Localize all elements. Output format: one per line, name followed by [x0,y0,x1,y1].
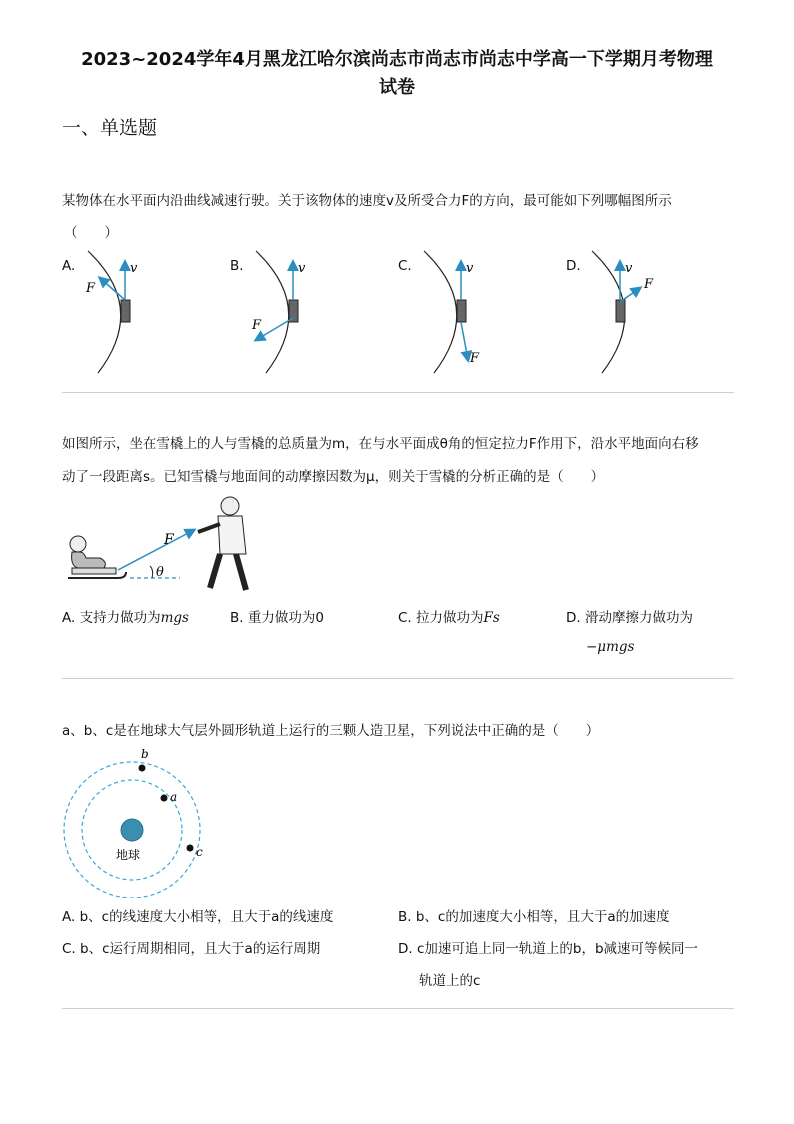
q2-option-d[interactable] [566,606,693,626]
force-arrow [461,322,468,360]
object-block [457,300,466,322]
q1-figure-b [246,248,326,378]
f-label: F [86,281,96,296]
q2-option-a[interactable] [62,606,189,626]
curve-path [88,251,121,373]
option-label: A. [62,610,76,626]
f-label: F [644,277,654,292]
object-block [616,300,625,322]
q3-option-c[interactable] [62,937,320,957]
earth-label: 地球 [116,848,141,862]
option-label: C. [398,610,412,626]
option-text: 滑动摩擦力做功为 [584,610,693,626]
q1-option-d-label[interactable]: D. [566,258,581,274]
q1-option-a-label[interactable]: A. [62,258,76,274]
f-label: F [252,318,262,333]
option-math: mgs [160,610,189,626]
divider [62,1008,734,1009]
child-body [72,552,106,568]
option-label: B. [230,610,244,626]
puller-coat [218,516,246,554]
q2-option-c[interactable] [398,606,500,626]
q2-stem-line-1: 如图所示，坐在雪橇上的人与雪橇的总质量为m，在与水平面成θ角的恒定拉力F作用下，沿水平地面向右移 [62,436,699,452]
title-line-1: 2023~2024学年4月黑龙江哈尔滨尚志市尚志市尚志中学高一下学期月考物理 [81,49,713,70]
force-arrow [118,530,194,570]
object-block [121,300,130,322]
section-heading: 一、单选题 [62,117,158,139]
q3-stem: a、b、c是在地球大气层外圆形轨道上运行的三颗人造卫星，下列说法中正确的是（ ） [62,723,600,739]
satellite-b-label: b [141,748,149,761]
page-title [40,46,754,102]
angle-arc [150,566,153,578]
option-label: C. [62,941,76,957]
option-text: b、c的加速度大小相等，且大于a的加速度 [415,909,670,925]
q3-option-a[interactable] [62,905,333,925]
option-text: 支持力做功为 [79,610,161,626]
q1-stem: 某物体在水平面内沿曲线减速行驶。关于该物体的速度v及所受合力F的方向，最可能如下列哪幅图所示 [62,193,672,209]
q2-option-b[interactable] [230,606,324,626]
option-text: c加速可追上同一轨道上的b，b减速可等候同一 [416,941,699,957]
v-label: v [130,261,138,276]
option-text: 重力做功为0 [247,610,324,626]
f-label: F [470,351,480,366]
q1-figure-c [414,248,494,378]
q1-figure-a [78,248,158,378]
puller-legs [210,554,246,590]
option-label: B. [398,909,412,925]
satellite-b [139,765,146,772]
satellite-c-label: c [196,845,203,859]
v-label: v [466,261,474,276]
force-arrow [620,288,640,302]
q2-sled-figure [60,492,260,602]
q1-figure-d [582,248,662,378]
curve-path [424,251,457,373]
v-label: v [298,261,306,276]
satellite-a-label: a [170,790,178,804]
v-label: v [625,261,633,276]
earth-icon [121,819,143,841]
sled-seat [72,568,116,574]
force-label: F [164,532,174,548]
angle-label: θ [156,565,164,580]
puller-head [221,497,239,515]
q1-option-c-label[interactable]: C. [398,258,412,274]
q2-stem-line-2: 动了一段距离s。已知雪橇与地面间的动摩擦因数为μ，则关于雪橇的分析正确的是（ ） [62,469,605,485]
option-label: A. [62,909,76,925]
divider [62,678,734,679]
option-math: Fs [483,610,500,626]
title-line-2: 试卷 [379,77,415,98]
option-label: D. [566,610,581,626]
option-text: 拉力做功为 [416,610,484,626]
object-block [289,300,298,322]
q3-orbit-figure [62,748,212,898]
q3-option-d-continued: 轨道上的c [419,973,481,989]
option-label: D. [398,941,413,957]
satellite-a [161,795,168,802]
child-head [70,536,86,552]
q1-option-b-label[interactable]: B. [230,258,244,274]
q2-option-d-math: −μmgs [586,639,635,655]
curve-path [256,251,289,373]
q3-option-b[interactable] [398,905,670,925]
divider [62,392,734,393]
q3-option-d[interactable] [398,937,698,957]
puller-arm [198,524,220,532]
q1-blank: （ ） [64,225,118,241]
satellite-c [187,845,194,852]
option-text: b、c运行周期相同，且大于a的运行周期 [80,941,321,957]
option-text: b、c的线速度大小相等，且大于a的线速度 [79,909,334,925]
